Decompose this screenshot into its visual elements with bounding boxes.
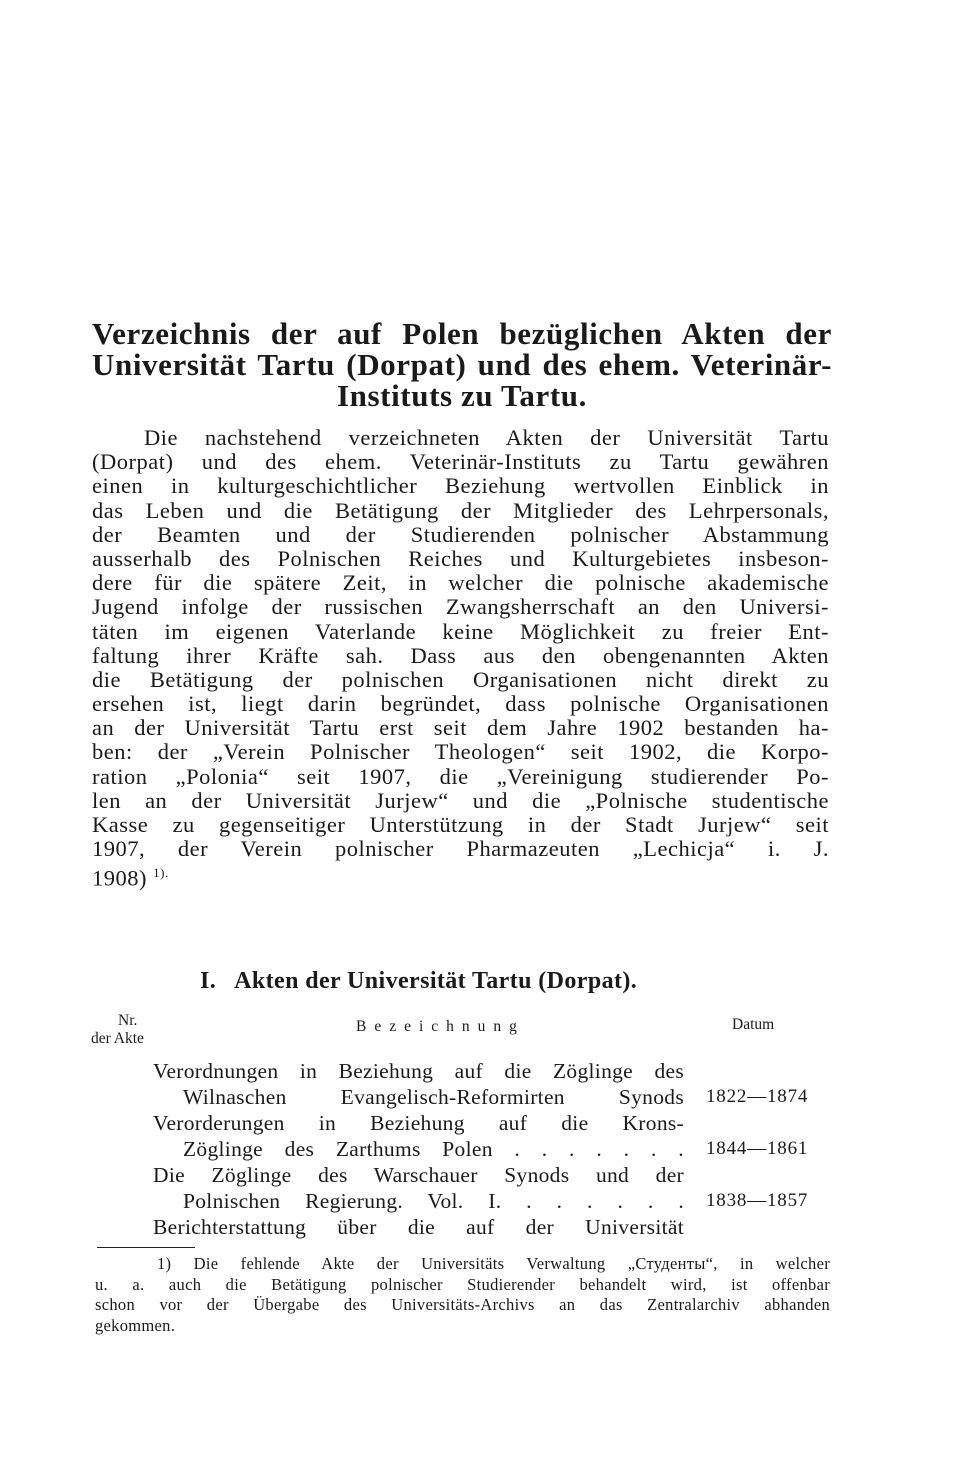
title-line: Instituts zu Tartu.	[337, 378, 587, 413]
record-entry	[153, 1162, 833, 1214]
section-title: Akten der Universität Tartu (Dorpat).	[234, 968, 638, 994]
intro-line: täten im eigenen Vaterlande keine Möglichkeit zu freier Ent-	[92, 618, 829, 644]
entry-title: Verorderungen in Beziehung auf die Krons-	[153, 1111, 684, 1135]
footnote-line: gekommen.	[95, 1315, 176, 1335]
entry-title-continued: Zöglinge des Zarthums Polen . . . . . . .	[183, 1137, 684, 1161]
record-entry	[153, 1110, 833, 1162]
intro-paragraph	[92, 425, 829, 891]
intro-line: (Dorpat) und des ehem. Veterinär-Instituts zu Tartu gewähren	[92, 449, 829, 475]
intro-line: das Leben und die Betätigung der Mitglieder des Lehrpersonals,	[92, 497, 829, 523]
column-header-datum: Datum	[732, 1016, 775, 1033]
intro-line-last	[92, 861, 829, 891]
intro-line: an der Universität Tartu erst seit dem Jahre 1902 bestanden ha-	[92, 715, 829, 741]
entry-title: Verordnungen in Beziehung auf die Zöglinge des	[153, 1059, 684, 1083]
column-header-bezeichnung: Bezeichnung	[356, 1018, 525, 1035]
section-heading	[200, 968, 637, 995]
intro-line: einen in kulturgeschichtlicher Beziehung wertvollen Einblick in	[92, 473, 829, 499]
intro-line: ben: der „Verein Polnischer Theologen“ seit 1902, die Korpo-	[92, 739, 829, 765]
intro-line: 1907, der Verein polnischer Pharmazeuten „Lechicja“ i. J.	[92, 836, 829, 862]
entry-title: Berichterstattung über die auf der Universität	[153, 1215, 684, 1239]
entry-date: 1838—1857	[706, 1190, 809, 1211]
footnote-line: u. a. auch die Betätigung polnischer Studierender behandelt wird, ist offenbar	[95, 1274, 830, 1294]
intro-line-text: 1908)	[92, 865, 147, 891]
footnote-line: 1) Die fehlende Akte der Universitäts Verwaltung „Студенты“, in welcher	[157, 1254, 830, 1273]
intro-line: dere für die spätere Zeit, in welcher die polnische akademische	[92, 570, 829, 596]
title-line: Universität Tartu (Dorpat) und des ehem. Veterinär-	[92, 347, 832, 382]
entry-title: Die Zöglinge des Warschauer Synods und der	[153, 1163, 684, 1187]
section-number: I.	[200, 968, 217, 994]
intro-line: Die nachstehend verzeichneten Akten der Universität Tartu	[144, 425, 829, 450]
intro-line: der Beamten und der Studierenden polnischer Abstammung	[92, 521, 829, 547]
footnote	[95, 1254, 830, 1336]
column-header-nr: Nr.	[118, 1012, 138, 1029]
entry-date: 1822—1874	[706, 1086, 809, 1107]
document-title	[92, 318, 832, 411]
intro-line: faltung ihrer Kräfte sah. Dass aus den obengenannten Akten	[92, 642, 829, 668]
intro-line: ersehen ist, liegt darin begründet, dass polnische Organisationen	[92, 691, 829, 717]
entry-title-continued: Polnischen Regierung. Vol. I. . . . . . .	[183, 1189, 684, 1213]
record-list	[153, 1058, 833, 1240]
entry-title-continued: Wilnaschen Evangelisch-Reformirten Synods	[183, 1085, 684, 1109]
column-header-der-akte: der Akte	[91, 1030, 144, 1047]
footnote-divider	[97, 1247, 195, 1248]
intro-line: die Betätigung der polnischen Organisationen nicht direkt zu	[92, 666, 829, 692]
title-line: Verzeichnis der auf Polen bezüglichen Akten der	[92, 316, 832, 351]
intro-line: Jugend infolge der russischen Zwangsherrschaft an den Universi-	[92, 594, 829, 620]
intro-line: len an der Universität Jurjew“ und die „Polnische studentische	[92, 787, 829, 813]
record-entry	[153, 1214, 833, 1240]
record-entry	[153, 1058, 833, 1110]
intro-line: Kasse zu gegenseitiger Unterstützung in der Stadt Jurjew“ seit	[92, 812, 829, 837]
intro-line: ausserhalb des Polnischen Reiches und Kulturgebietes insbeson-	[92, 545, 829, 571]
footnote-line: schon vor der Übergabe des Universitäts-Archivs an das Zentralarchiv abhanden	[95, 1295, 830, 1314]
intro-line: ration „Polonia“ seit 1907, die „Vereinigung studierender Po-	[92, 763, 829, 789]
footnote-reference: 1).	[153, 865, 169, 881]
entry-date: 1844—1861	[706, 1138, 809, 1159]
